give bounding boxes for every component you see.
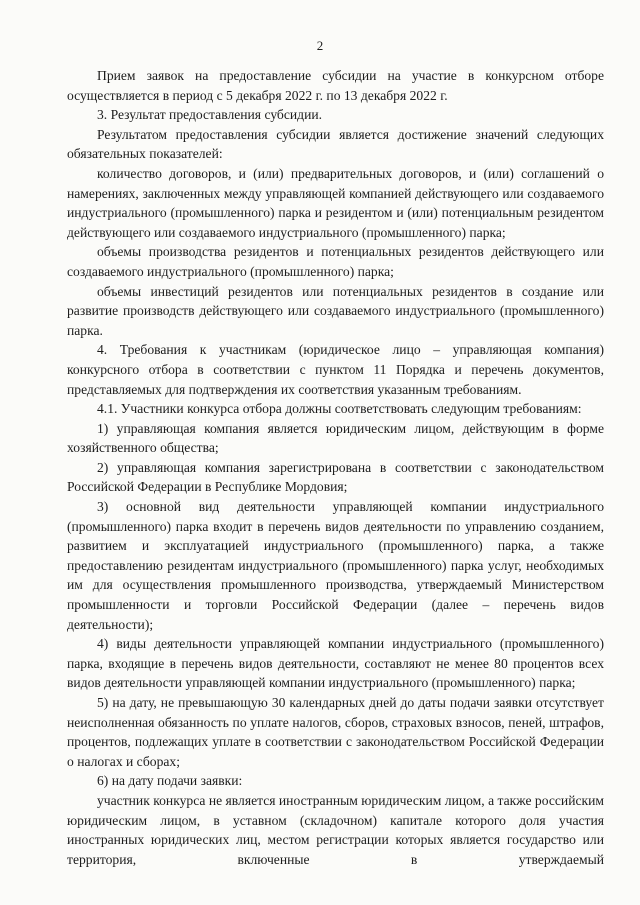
- paragraph-application-period: Прием заявок на предоставление субсидии на участие в конкурсном отборе осуществляется в период с 5 декабря 2022 г. по 13 декабря 2022 г.: [67, 68, 604, 103]
- paragraph-section-4-1: 4.1. Участники конкурса отбора должны соответствовать следующим требованиям:: [97, 401, 582, 417]
- paragraph-requirement-3: 3) основной вид деятельности управляющей компании индустриального (промышленного) парка входит в перечень видов деятельности по управлению созданием, развитием и эксплуатацией индустриального (промышленного) парка, а также предоставлению резидентам индустриального (промышленного) парка услуг, необходимых им для осуществления промышленного производства, утверждаемый Министерством промышленности и торговли Российской Федерации (далее – перечень видов деятельности);: [67, 499, 604, 632]
- paragraph-requirement-5: 5) на дату, не превышающую 30 календарных дней до даты подачи заявки отсутствует неисполненная обязанность по уплате налогов, сборов, страховых взносов, пеней, штрафов, процентов, подлежащих уплате в соответствии с законодательством Российской Федерации о налогах и сборах;: [67, 695, 604, 769]
- paragraph-section-4-heading: 4. Требования к участникам (юридическое лицо – управляющая компания) конкурсного отбора в соответствии с пунктом 11 Порядка и перечень документов, представляемых для подтверждения их соответствия указанным требованиям.: [67, 342, 604, 397]
- paragraph-requirement-6: 6) на дату подачи заявки:: [97, 773, 243, 789]
- paragraph-requirement-1: 1) управляющая компания является юридическим лицом, действующим в форме хозяйственного общества;: [67, 420, 604, 456]
- paragraph-indicator-production: объемы производства резидентов и потенциальных резидентов действующего или создаваемого индустриального (промышленного) парка;: [67, 244, 604, 279]
- paragraph-requirement-6-detail: участник конкурса не является иностранным юридическим лицом, а также российским юридическим лицом, в уставном (складочном) капитале которого доля участия иностранных юридических лиц, местом регистрации которых является государство или территория, включенные в утверждаемый: [67, 792, 604, 867]
- paragraph-indicator-contracts: количество договоров, и (или) предварительных договоров, и (или) соглашений о намерениях, заключенных между управляющей компанией действующего или создаваемого индустриального (промышленного) парка и резидентом и (или) потенциальным резидентом действующего или создаваемого индустриального (промышленного) парка;: [67, 165, 604, 240]
- document-body: [67, 66, 604, 869]
- paragraph-indicator-investments: объемы инвестиций резидентов или потенциальных резидентов в создание или развитие производств действующего или создаваемого индустриального (промышленного) парка.: [67, 283, 604, 338]
- paragraph-section-3-heading: 3. Результат предоставления субсидии.: [97, 107, 323, 123]
- page-number: 2: [316, 38, 324, 53]
- paragraph-result-intro: Результатом предоставления субсидии является достижение значений следующих обязательных показателей:: [67, 126, 604, 162]
- paragraph-requirement-2: 2) управляющая компания зарегистрирована в соответствии с законодательством Российской Федерации в Республике Мордовия;: [67, 459, 604, 495]
- paragraph-requirement-4: 4) виды деятельности управляющей компании индустриального (промышленного) парка, входящие в перечень видов деятельности, составляют не менее 80 процентов всех видов деятельности управляющей компании индустриального (промышленного) парка;: [67, 636, 604, 691]
